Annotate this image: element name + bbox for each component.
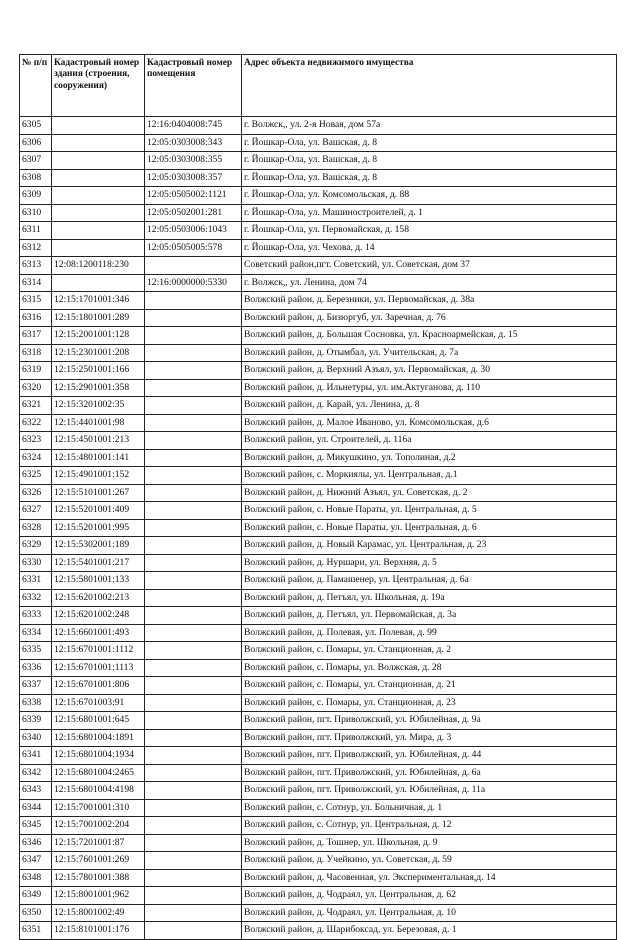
cell-room-cadastral-number [145, 589, 242, 607]
cell-room-cadastral-number [145, 747, 242, 765]
cell-property-address: Волжский район, с. Помары, ул. Станционная, д. 23 [242, 694, 617, 712]
cell-property-address: Волжский район, д. Верхний Азъял, ул. Первомайская, д. 30 [242, 362, 617, 380]
cell-property-address: Волжский район, с. Новые Параты, ул. Центральная, д. 5 [242, 502, 617, 520]
cell-building-cadastral-number: 12:15:4801001:141 [52, 449, 145, 467]
table-row [20, 292, 617, 310]
cell-room-cadastral-number [145, 624, 242, 642]
table-body [20, 117, 617, 940]
cell-row-number: 6330 [20, 554, 52, 572]
header-property-address: Адрес объекта недвижимого имущества [242, 55, 617, 117]
cell-row-number: 6350 [20, 904, 52, 922]
table-row [20, 764, 617, 782]
cell-building-cadastral-number: 12:15:8001001:962 [52, 887, 145, 905]
table-row [20, 397, 617, 415]
cell-row-number: 6326 [20, 484, 52, 502]
cell-row-number: 6311 [20, 222, 52, 240]
cell-room-cadastral-number: 12:05:0505005:578 [145, 239, 242, 257]
cell-building-cadastral-number: 12:15:8001002:49 [52, 904, 145, 922]
cell-row-number: 6328 [20, 519, 52, 537]
table-row [20, 152, 617, 170]
cell-row-number: 6309 [20, 187, 52, 205]
cell-property-address: г. Волжск,, ул. 2-я Новая, дом 57а [242, 117, 617, 135]
cell-property-address: г. Йошкар-Ола, ул. Вашская, д. 8 [242, 134, 617, 152]
cell-property-address: г. Йошкар-Ола, ул. Первомайская, д. 158 [242, 222, 617, 240]
table-row [20, 834, 617, 852]
cell-row-number: 6347 [20, 852, 52, 870]
cell-row-number: 6316 [20, 309, 52, 327]
cell-room-cadastral-number [145, 764, 242, 782]
cell-row-number: 6317 [20, 327, 52, 345]
table-row [20, 379, 617, 397]
cell-property-address: Волжский район, д. Бизюргуб, ул. Заречная, д. 76 [242, 309, 617, 327]
cell-building-cadastral-number: 12:15:6801004:1934 [52, 747, 145, 765]
cell-building-cadastral-number: 12:15:6801004:2465 [52, 764, 145, 782]
cell-property-address: Волжский район, пгт. Приволжский, ул. Юбилейная, д. 6а [242, 764, 617, 782]
header-building-cadastral-number: Кадастровый номер здания (строения, сооружения) [52, 55, 145, 117]
cell-room-cadastral-number: 12:05:0502001:281 [145, 204, 242, 222]
cell-row-number: 6324 [20, 449, 52, 467]
cell-room-cadastral-number [145, 659, 242, 677]
cell-room-cadastral-number [145, 852, 242, 870]
cell-room-cadastral-number [145, 449, 242, 467]
cell-property-address: Волжский район, пгт. Приволжский, ул. Юбилейная, д. 44 [242, 747, 617, 765]
cell-row-number: 6351 [20, 922, 52, 940]
cell-row-number: 6323 [20, 432, 52, 450]
cell-property-address: Волжский район, с. Новые Параты, ул. Центральная, д. 6 [242, 519, 617, 537]
cell-building-cadastral-number [52, 117, 145, 135]
cell-property-address: Волжский район, д. Нижний Азъял, ул. Советская, д. 2 [242, 484, 617, 502]
cell-room-cadastral-number [145, 432, 242, 450]
cell-row-number: 6343 [20, 782, 52, 800]
cell-property-address: Волжский район, пгт. Приволжский, ул. Юбилейная, д. 11а [242, 782, 617, 800]
table-row [20, 922, 617, 940]
cell-building-cadastral-number: 12:15:7001001:310 [52, 799, 145, 817]
cell-room-cadastral-number [145, 712, 242, 730]
cell-row-number: 6313 [20, 257, 52, 275]
cell-building-cadastral-number: 12:15:5401001:217 [52, 554, 145, 572]
cell-building-cadastral-number: 12:15:6701001:1112 [52, 642, 145, 660]
table-row [20, 467, 617, 485]
cell-building-cadastral-number: 12:15:6801004:4198 [52, 782, 145, 800]
cell-property-address: Волжский район, д. Новый Карамас, ул. Центральная, д. 23 [242, 537, 617, 555]
cell-property-address: Волжский район, д. Чодраял, ул. Центральная, д. 62 [242, 887, 617, 905]
cell-room-cadastral-number [145, 519, 242, 537]
table-row [20, 169, 617, 187]
table-row [20, 799, 617, 817]
cell-row-number: 6333 [20, 607, 52, 625]
cell-room-cadastral-number [145, 642, 242, 660]
cell-row-number: 6320 [20, 379, 52, 397]
cell-building-cadastral-number: 12:15:5302001:189 [52, 537, 145, 555]
cell-row-number: 6307 [20, 152, 52, 170]
cell-room-cadastral-number [145, 607, 242, 625]
cell-room-cadastral-number: 12:05:0303008:355 [145, 152, 242, 170]
cell-row-number: 6340 [20, 729, 52, 747]
cell-property-address: Волжский район, ул. Строителей, д. 116а [242, 432, 617, 450]
cell-room-cadastral-number [145, 344, 242, 362]
cell-building-cadastral-number: 12:15:6201002:213 [52, 589, 145, 607]
cell-building-cadastral-number: 12:15:7801001:388 [52, 869, 145, 887]
cell-row-number: 6306 [20, 134, 52, 152]
cell-room-cadastral-number [145, 729, 242, 747]
cell-room-cadastral-number [145, 904, 242, 922]
table-row [20, 309, 617, 327]
cell-building-cadastral-number: 12:15:2301001:208 [52, 344, 145, 362]
cell-room-cadastral-number [145, 502, 242, 520]
cell-room-cadastral-number [145, 782, 242, 800]
cell-row-number: 6342 [20, 764, 52, 782]
cell-room-cadastral-number [145, 484, 242, 502]
cell-building-cadastral-number: 12:15:5801001:133 [52, 572, 145, 590]
cell-property-address: Волжский район, с. Сотнур, ул. Центральная, д. 12 [242, 817, 617, 835]
cell-room-cadastral-number [145, 887, 242, 905]
cell-property-address: Советский район,пгт. Советский, ул. Советская, дом 37 [242, 257, 617, 275]
cell-building-cadastral-number: 12:15:6801004:1891 [52, 729, 145, 747]
cell-property-address: Волжский район, д. Петъял, ул. Первомайская, д. 3а [242, 607, 617, 625]
cell-building-cadastral-number [52, 169, 145, 187]
cell-room-cadastral-number [145, 694, 242, 712]
cell-row-number: 6321 [20, 397, 52, 415]
cell-building-cadastral-number [52, 152, 145, 170]
cell-building-cadastral-number: 12:15:5201001:409 [52, 502, 145, 520]
table-row [20, 572, 617, 590]
cell-row-number: 6308 [20, 169, 52, 187]
cell-row-number: 6314 [20, 274, 52, 292]
cell-row-number: 6305 [20, 117, 52, 135]
cell-room-cadastral-number: 12:16:0000000:5330 [145, 274, 242, 292]
table-row [20, 869, 617, 887]
cell-row-number: 6331 [20, 572, 52, 590]
cell-building-cadastral-number: 12:08:1200118:230 [52, 257, 145, 275]
cell-building-cadastral-number: 12:15:2001001:128 [52, 327, 145, 345]
cell-property-address: Волжский район, д. Учейкино, ул. Советская, д. 59 [242, 852, 617, 870]
cell-room-cadastral-number [145, 922, 242, 940]
cell-property-address: Волжский район, д. Тошнер, ул. Школьная, д. 9 [242, 834, 617, 852]
cell-property-address: Волжский район, с. Помары, ул. Станционная, д. 2 [242, 642, 617, 660]
table-row [20, 537, 617, 555]
cell-property-address: Волжский район, с. Помары, ул. Волжская, д. 28 [242, 659, 617, 677]
cell-row-number: 6345 [20, 817, 52, 835]
table-row [20, 782, 617, 800]
table-row [20, 204, 617, 222]
cell-room-cadastral-number: 12:05:0303008:343 [145, 134, 242, 152]
table-row [20, 642, 617, 660]
header-room-cadastral-number: Кадастровый номер помещения [145, 55, 242, 117]
cell-property-address: Волжский район, д. Часовенная, ул. Экспериментальная,д. 14 [242, 869, 617, 887]
cell-row-number: 6348 [20, 869, 52, 887]
cell-building-cadastral-number: 12:15:5201001:995 [52, 519, 145, 537]
cell-building-cadastral-number: 12:15:7201001:87 [52, 834, 145, 852]
cell-property-address: Волжский район, д. Полевая, ул. Полевая, д. 99 [242, 624, 617, 642]
cell-row-number: 6335 [20, 642, 52, 660]
table-row [20, 327, 617, 345]
cell-row-number: 6318 [20, 344, 52, 362]
cell-property-address: Волжский район, д. Березники, ул. Первомайская, д. 38а [242, 292, 617, 310]
cell-row-number: 6339 [20, 712, 52, 730]
table-row [20, 222, 617, 240]
table-row [20, 502, 617, 520]
cell-property-address: Волжский район, пгт. Приволжский, ул. Юбилейная, д. 9а [242, 712, 617, 730]
cell-row-number: 6312 [20, 239, 52, 257]
table-row [20, 257, 617, 275]
cell-building-cadastral-number: 12:15:2901001:358 [52, 379, 145, 397]
cell-room-cadastral-number [145, 257, 242, 275]
cell-building-cadastral-number: 12:15:6701001:806 [52, 677, 145, 695]
cell-building-cadastral-number [52, 134, 145, 152]
cell-building-cadastral-number: 12:15:6601001:493 [52, 624, 145, 642]
cell-building-cadastral-number: 12:15:1801001:289 [52, 309, 145, 327]
table-row [20, 449, 617, 467]
cell-building-cadastral-number [52, 274, 145, 292]
cell-property-address: Волжский район, д. Малое Иваново, ул. Комсомольская, д.6 [242, 414, 617, 432]
cell-building-cadastral-number: 12:15:7601001:269 [52, 852, 145, 870]
table-row [20, 712, 617, 730]
table-row [20, 904, 617, 922]
cell-building-cadastral-number: 12:15:6201002:248 [52, 607, 145, 625]
cell-room-cadastral-number [145, 292, 242, 310]
cell-building-cadastral-number [52, 187, 145, 205]
cell-row-number: 6334 [20, 624, 52, 642]
table-row [20, 414, 617, 432]
cell-room-cadastral-number [145, 397, 242, 415]
cell-property-address: Волжский район, с. Помары, ул. Станционная, д. 21 [242, 677, 617, 695]
table-row [20, 729, 617, 747]
cell-property-address: Волжский район, д. Чодраял, ул. Центральная, д. 10 [242, 904, 617, 922]
table-row [20, 344, 617, 362]
table-row [20, 274, 617, 292]
cell-building-cadastral-number: 12:15:5101001:267 [52, 484, 145, 502]
cell-room-cadastral-number [145, 467, 242, 485]
table-row [20, 817, 617, 835]
cell-property-address: г. Йошкар-Ола, ул. Комсомольская, д. 88 [242, 187, 617, 205]
cell-room-cadastral-number [145, 379, 242, 397]
cell-row-number: 6325 [20, 467, 52, 485]
cell-room-cadastral-number [145, 677, 242, 695]
cell-building-cadastral-number: 12:15:6701001:1113 [52, 659, 145, 677]
cell-building-cadastral-number [52, 222, 145, 240]
cell-building-cadastral-number: 12:15:4401001:98 [52, 414, 145, 432]
table-row [20, 554, 617, 572]
property-registry-table [19, 54, 617, 940]
cell-room-cadastral-number: 12:05:0503006:1043 [145, 222, 242, 240]
cell-building-cadastral-number: 12:15:2501001:166 [52, 362, 145, 380]
cell-property-address: Волжский район, д. Нуршари, ул. Верхняя, д. 5 [242, 554, 617, 572]
cell-property-address: Волжский район, д. Микушкино, ул. Тополиная, д.2 [242, 449, 617, 467]
table-row [20, 694, 617, 712]
table-row [20, 887, 617, 905]
cell-building-cadastral-number: 12:15:6801001:645 [52, 712, 145, 730]
cell-building-cadastral-number: 12:15:4901001:152 [52, 467, 145, 485]
table-row [20, 589, 617, 607]
cell-room-cadastral-number [145, 414, 242, 432]
table-row [20, 659, 617, 677]
table-row [20, 134, 617, 152]
cell-row-number: 6327 [20, 502, 52, 520]
cell-property-address: г. Йошкар-Ола, ул. Машиностроителей, д. 1 [242, 204, 617, 222]
cell-building-cadastral-number: 12:15:6701003:91 [52, 694, 145, 712]
cell-property-address: Волжский район, с. Моркиялы, ул. Центральная, д.1 [242, 467, 617, 485]
cell-room-cadastral-number [145, 309, 242, 327]
cell-row-number: 6349 [20, 887, 52, 905]
cell-row-number: 6310 [20, 204, 52, 222]
cell-property-address: Волжский район, с. Сотнур, ул. Больничная, д. 1 [242, 799, 617, 817]
cell-room-cadastral-number: 12:05:0303008:357 [145, 169, 242, 187]
cell-room-cadastral-number [145, 327, 242, 345]
table-row [20, 432, 617, 450]
table-row [20, 187, 617, 205]
table-row [20, 852, 617, 870]
cell-room-cadastral-number [145, 572, 242, 590]
cell-row-number: 6336 [20, 659, 52, 677]
table-row [20, 747, 617, 765]
cell-room-cadastral-number [145, 537, 242, 555]
cell-row-number: 6329 [20, 537, 52, 555]
cell-room-cadastral-number [145, 362, 242, 380]
cell-room-cadastral-number [145, 817, 242, 835]
cell-building-cadastral-number: 12:15:4501001:213 [52, 432, 145, 450]
table-row [20, 117, 617, 135]
cell-row-number: 6344 [20, 799, 52, 817]
cell-property-address: Волжский район, пгт. Приволжский, ул. Мира, д. 3 [242, 729, 617, 747]
cell-row-number: 6341 [20, 747, 52, 765]
cell-building-cadastral-number: 12:15:3201002:35 [52, 397, 145, 415]
cell-property-address: Волжский район, д. Памашенер, ул. Центральная, д. 6а [242, 572, 617, 590]
cell-room-cadastral-number [145, 799, 242, 817]
cell-room-cadastral-number [145, 869, 242, 887]
cell-property-address: Волжский район, д. Карай, ул. Ленина, д. 8 [242, 397, 617, 415]
cell-room-cadastral-number [145, 554, 242, 572]
table-row [20, 677, 617, 695]
cell-row-number: 6338 [20, 694, 52, 712]
table-header-row [20, 55, 617, 117]
table-row [20, 624, 617, 642]
cell-row-number: 6315 [20, 292, 52, 310]
cell-row-number: 6322 [20, 414, 52, 432]
cell-property-address: Волжский район, д. Ильнетуры, ул. им.Актуганова, д. 110 [242, 379, 617, 397]
table-row [20, 239, 617, 257]
cell-building-cadastral-number: 12:15:8101001:176 [52, 922, 145, 940]
cell-row-number: 6346 [20, 834, 52, 852]
cell-building-cadastral-number [52, 239, 145, 257]
cell-row-number: 6319 [20, 362, 52, 380]
cell-room-cadastral-number [145, 834, 242, 852]
cell-room-cadastral-number: 12:05:0505002:1121 [145, 187, 242, 205]
header-row-number: № п/п [20, 55, 52, 117]
cell-property-address: Волжский район, д. Большая Сосновка, ул. Красноармейская, д. 15 [242, 327, 617, 345]
cell-building-cadastral-number: 12:15:1701001:346 [52, 292, 145, 310]
cell-building-cadastral-number [52, 204, 145, 222]
cell-property-address: Волжский район, д. Петъял, ул. Школьная, д. 19а [242, 589, 617, 607]
cell-building-cadastral-number: 12:15:7001002:204 [52, 817, 145, 835]
cell-property-address: г. Йошкар-Ола, ул. Вашская, д. 8 [242, 169, 617, 187]
table-row [20, 362, 617, 380]
cell-property-address: Волжский район, д. Шарибоксад, ул. Березовая, д. 1 [242, 922, 617, 940]
table-row [20, 484, 617, 502]
cell-row-number: 6332 [20, 589, 52, 607]
table-row [20, 607, 617, 625]
cell-property-address: Волжский район, д. Отымбал, ул. Учительская, д. 7а [242, 344, 617, 362]
cell-room-cadastral-number: 12:16:0404008:745 [145, 117, 242, 135]
cell-property-address: г. Волжск,, ул. Ленина, дом 74 [242, 274, 617, 292]
cell-row-number: 6337 [20, 677, 52, 695]
table-row [20, 519, 617, 537]
cell-property-address: г. Йошкар-Ола, ул. Чехова, д. 14 [242, 239, 617, 257]
cell-property-address: г. Йошкар-Ола, ул. Вашская, д. 8 [242, 152, 617, 170]
